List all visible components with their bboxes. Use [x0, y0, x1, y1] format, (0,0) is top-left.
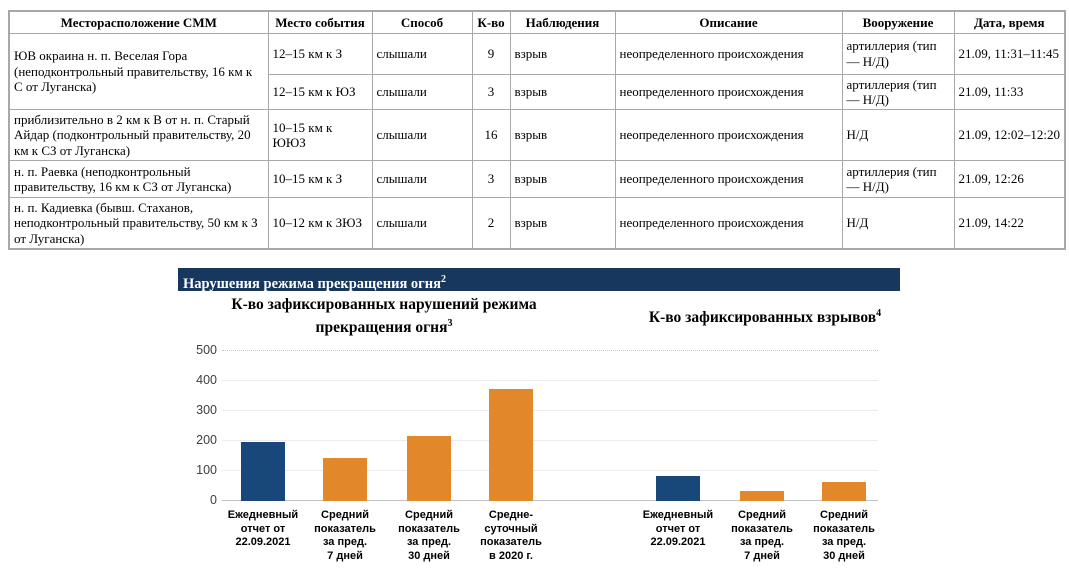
bar-chart2-3 — [822, 482, 866, 501]
cell-count: 16 — [472, 110, 510, 161]
cell-description: неопределенного происхождения — [615, 110, 842, 161]
column-header-description: Описание — [615, 11, 842, 33]
cell-place: 10–15 км к ЮЮЗ — [268, 110, 372, 161]
column-header-method: Способ — [372, 11, 472, 33]
cell-method: слышали — [372, 110, 472, 161]
cell-place: 12–15 км к ЮЗ — [268, 74, 372, 110]
y-axis-tick-label: 300 — [196, 403, 217, 417]
cell-place: 12–15 км к З — [268, 33, 372, 74]
cell-location: приблизительно в 2 км к В от н. п. Старый Айдар (подконтрольный правительству, 20 км к СЗ от Луганска) — [9, 110, 268, 161]
cell-location: н. п. Кадиевка (бывш. Стаханов, неподконтрольный правительству, 50 км к З от Луганска) — [9, 198, 268, 249]
chart1-title — [209, 295, 559, 337]
bar-chart2-1 — [656, 476, 700, 502]
x-axis-category-label: Ежедневный отчет от 22.09.2021 — [642, 509, 714, 548]
y-axis-tick-label: 500 — [196, 343, 217, 357]
section-banner — [178, 268, 900, 291]
gridline — [222, 350, 878, 351]
bar-chart1-2 — [323, 458, 367, 501]
cell-method: слышали — [372, 33, 472, 74]
x-axis-category-label: Средний показатель за пред. 30 дней — [813, 509, 875, 562]
gridline — [222, 380, 878, 381]
chart2-title — [580, 304, 950, 327]
table-row — [9, 161, 1065, 198]
cell-description: неопределенного происхождения — [615, 161, 842, 198]
chart-plot-area — [222, 351, 878, 501]
cell-location: ЮВ окраина н. п. Веселая Гора (неподконтрольный правительству, 16 км к С от Луганска) — [9, 33, 268, 110]
y-axis-tick-label: 100 — [196, 463, 217, 477]
cell-observation: взрыв — [510, 161, 615, 198]
cell-method: слышали — [372, 161, 472, 198]
cell-place: 10–15 км к З — [268, 161, 372, 198]
x-axis-category-label: Средне- суточный показатель в 2020 г. — [480, 509, 542, 562]
cell-count: 9 — [472, 33, 510, 74]
column-header-location: Месторасположение СММ — [9, 11, 268, 33]
table-header-row — [9, 11, 1065, 33]
table-row — [9, 198, 1065, 249]
cell-weapon: артиллерия (тип — Н/Д) — [842, 74, 954, 110]
chart1-title-text: К-во зафиксированных нарушений режима прекращения огня — [231, 296, 537, 337]
cell-description: неопределенного происхождения — [615, 74, 842, 110]
x-axis-category-label: Ежедневный отчет от 22.09.2021 — [227, 509, 299, 548]
cell-weapon: артиллерия (тип — Н/Д) — [842, 33, 954, 74]
table-row — [9, 110, 1065, 161]
bar-chart1-3 — [407, 436, 451, 501]
cell-observation: взрыв — [510, 110, 615, 161]
cell-weapon: Н/Д — [842, 198, 954, 249]
column-header-datetime: Дата, время — [954, 11, 1065, 33]
cell-place: 10–12 км к ЗЮЗ — [268, 198, 372, 249]
cell-method: слышали — [372, 74, 472, 110]
bar-chart1-1 — [241, 442, 285, 501]
cell-datetime: 21.09, 14:22 — [954, 198, 1065, 249]
table-row — [9, 33, 1065, 74]
bar-chart2-2 — [740, 491, 784, 502]
column-header-observation: Наблюдения — [510, 11, 615, 33]
y-axis-tick-label: 0 — [210, 493, 217, 507]
bar-chart1-4 — [489, 389, 533, 501]
cell-weapon: артиллерия (тип — Н/Д) — [842, 161, 954, 198]
smm-observations-table — [8, 10, 1066, 250]
y-axis-tick-label: 400 — [196, 373, 217, 387]
gridline — [222, 470, 878, 471]
chart1-title-footnote: 3 — [447, 318, 453, 329]
banner-title: Нарушения режима прекращения огня — [183, 275, 441, 292]
cell-datetime: 21.09, 12:02–12:20 — [954, 110, 1065, 161]
cell-observation: взрыв — [510, 74, 615, 110]
cell-count: 3 — [472, 74, 510, 110]
x-axis-category-label: Средний показатель за пред. 30 дней — [398, 509, 460, 562]
column-header-weapon: Вооружение — [842, 11, 954, 33]
column-header-place: Место события — [268, 11, 372, 33]
chart2-title-text: К-во зафиксированных взрывов — [648, 309, 877, 327]
cell-count: 2 — [472, 198, 510, 249]
cell-description: неопределенного происхождения — [615, 33, 842, 74]
banner-footnote: 2 — [440, 274, 446, 285]
gridline — [222, 410, 878, 411]
cell-datetime: 21.09, 12:26 — [954, 161, 1065, 198]
cell-datetime: 21.09, 11:31–11:45 — [954, 33, 1065, 74]
x-axis-category-label: Средний показатель за пред. 7 дней — [731, 509, 793, 562]
cell-description: неопределенного происхождения — [615, 198, 842, 249]
y-axis-tick-label: 200 — [196, 433, 217, 447]
column-header-count: К-во — [472, 11, 510, 33]
chart2-title-footnote: 4 — [876, 308, 882, 319]
cell-method: слышали — [372, 198, 472, 249]
gridline — [222, 440, 878, 441]
cell-observation: взрыв — [510, 33, 615, 74]
cell-count: 3 — [472, 161, 510, 198]
x-axis-category-label: Средний показатель за пред. 7 дней — [314, 509, 376, 562]
cell-observation: взрыв — [510, 198, 615, 249]
cell-datetime: 21.09, 11:33 — [954, 74, 1065, 110]
cell-location: н. п. Раевка (неподконтрольный правительству, 16 км к СЗ от Луганска) — [9, 161, 268, 198]
cell-weapon: Н/Д — [842, 110, 954, 161]
